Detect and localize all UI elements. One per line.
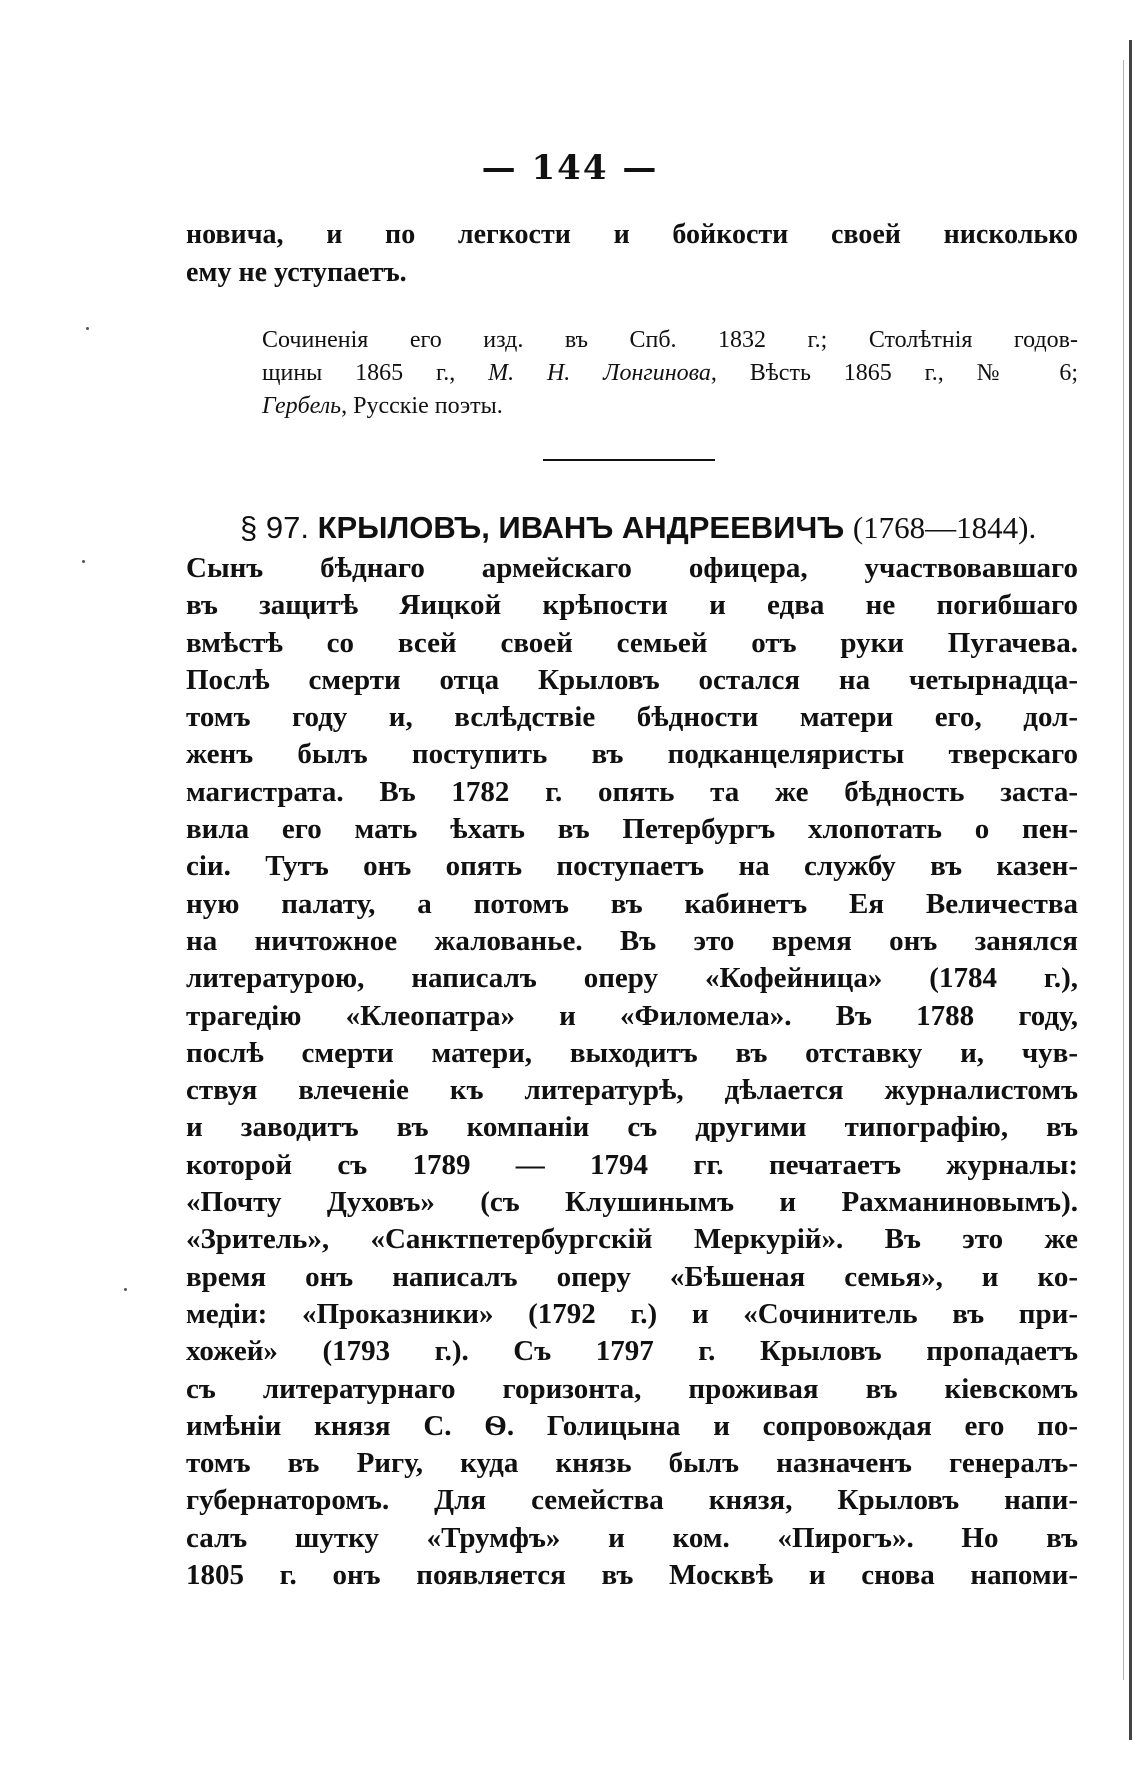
text-line: салъ шутку «Трумфъ» и ком. «Пирогъ». Но въ [186, 1521, 1078, 1554]
text-line: съ литературнаго горизонта, проживая въ кіевскомъ [186, 1372, 1078, 1405]
text-line: губернаторомъ. Для семейства князя, Крыловъ напи- [186, 1484, 1078, 1517]
text-line: трагедію «Клеопатра» и «Филомела». Въ 1788 году, [186, 999, 1078, 1032]
text-line: 1805 г. онъ появляется въ Москвѣ и снова напоми- [186, 1559, 1078, 1592]
scan-speck [82, 560, 85, 563]
section-dates: (1768—1844). [852, 510, 1037, 545]
text-line: послѣ смерти матери, выходитъ въ отставку и, чув- [186, 1036, 1078, 1069]
reference-line: Гербель, Русскіе поэты. [262, 393, 503, 419]
text-line: женъ былъ поступить въ подканцеляристы тверскаго [186, 738, 1078, 771]
reference-author: Гербель [262, 393, 342, 419]
text-line: новича, и по легкости и бойкости своей нисколько [186, 219, 1078, 250]
text-line: время онъ написалъ оперу «Бѣшеная семья», и ко- [186, 1260, 1078, 1293]
continuation-paragraph [186, 216, 1078, 292]
page-edge-shadow [1129, 40, 1132, 1740]
text-line: Сынъ бѣднаго армейскаго офицера, участвовавшаго [186, 552, 1078, 584]
text-line: и заводитъ въ компаніи съ другими типографію, въ [186, 1111, 1078, 1144]
references-note [262, 324, 1078, 423]
text-line: литературою, написалъ оперу «Кофейница» (1784 г.), [186, 962, 1078, 995]
text-line: томъ году и, вслѣдствіе бѣдности матери его, дол- [186, 701, 1078, 734]
scan-speck [124, 1288, 127, 1291]
text-line: «Почту Духовъ» (съ Клушинымъ и Рахманиновымъ). [186, 1186, 1078, 1219]
page-number: — 144 — [481, 148, 659, 188]
text-line: вмѣстѣ со всей своей семьей отъ руки Пугачева. [186, 626, 1078, 659]
text-line: которой съ 1789 — 1794 гг. печатаетъ журналы: [186, 1148, 1078, 1181]
reference-author: М. Н. Лонгинова [488, 360, 711, 386]
page-edge-line [1123, 60, 1124, 1680]
text-line: ему не уступаетъ. [186, 257, 407, 288]
section-divider [543, 459, 715, 461]
scan-speck [86, 327, 89, 330]
biography-paragraph [186, 550, 1078, 1594]
text-line: ствуя влеченіе къ литературѣ, дѣлается журналистомъ [186, 1074, 1078, 1107]
text-line: сіи. Тутъ онъ опять поступаетъ на службу въ казен- [186, 850, 1078, 883]
text-line: въ защитѣ Яицкой крѣпости и едва не погибшаго [186, 589, 1078, 622]
text-line: «Зритель», «Санктпетербургскій Меркурій». Въ это же [186, 1223, 1078, 1256]
text-line: томъ въ Ригу, куда князь былъ назначенъ генералъ- [186, 1447, 1078, 1480]
section-number: § 97. [240, 510, 309, 545]
section-heading [240, 508, 1100, 548]
text-line: медіи: «Проказники» (1792 г.) и «Сочинитель въ при- [186, 1297, 1078, 1330]
text-line: вила его мать ѣхать въ Петербургъ хлопотать о пен- [186, 813, 1078, 846]
reference-line: Сочиненія его изд. въ Спб. 1832 г.; Столѣтнія годов- [262, 327, 1078, 353]
text-line: имѣніи князя С. Ѳ. Голицына и сопровождая его по- [186, 1409, 1078, 1442]
section-title: КРЫЛОВЪ, ИВАНЪ АНДРЕЕВИЧЪ [317, 510, 845, 545]
text-line: Послѣ смерти отца Крыловъ остался на четырнадца- [186, 663, 1078, 696]
text-line: хожей» (1793 г.). Съ 1797 г. Крыловъ пропадаетъ [186, 1335, 1078, 1368]
text-line: магистрата. Въ 1782 г. опять та же бѣдность заста- [186, 775, 1078, 808]
text-line: ную палату, а потомъ въ кабинетъ Ея Величества [186, 887, 1078, 920]
reference-line: щины 1865 г., М. Н. Лонгинова, Вѣсть 1865 г., № 6; [262, 360, 1079, 386]
text-line: на ничтожное жалованье. Въ это время онъ занялся [186, 924, 1078, 957]
